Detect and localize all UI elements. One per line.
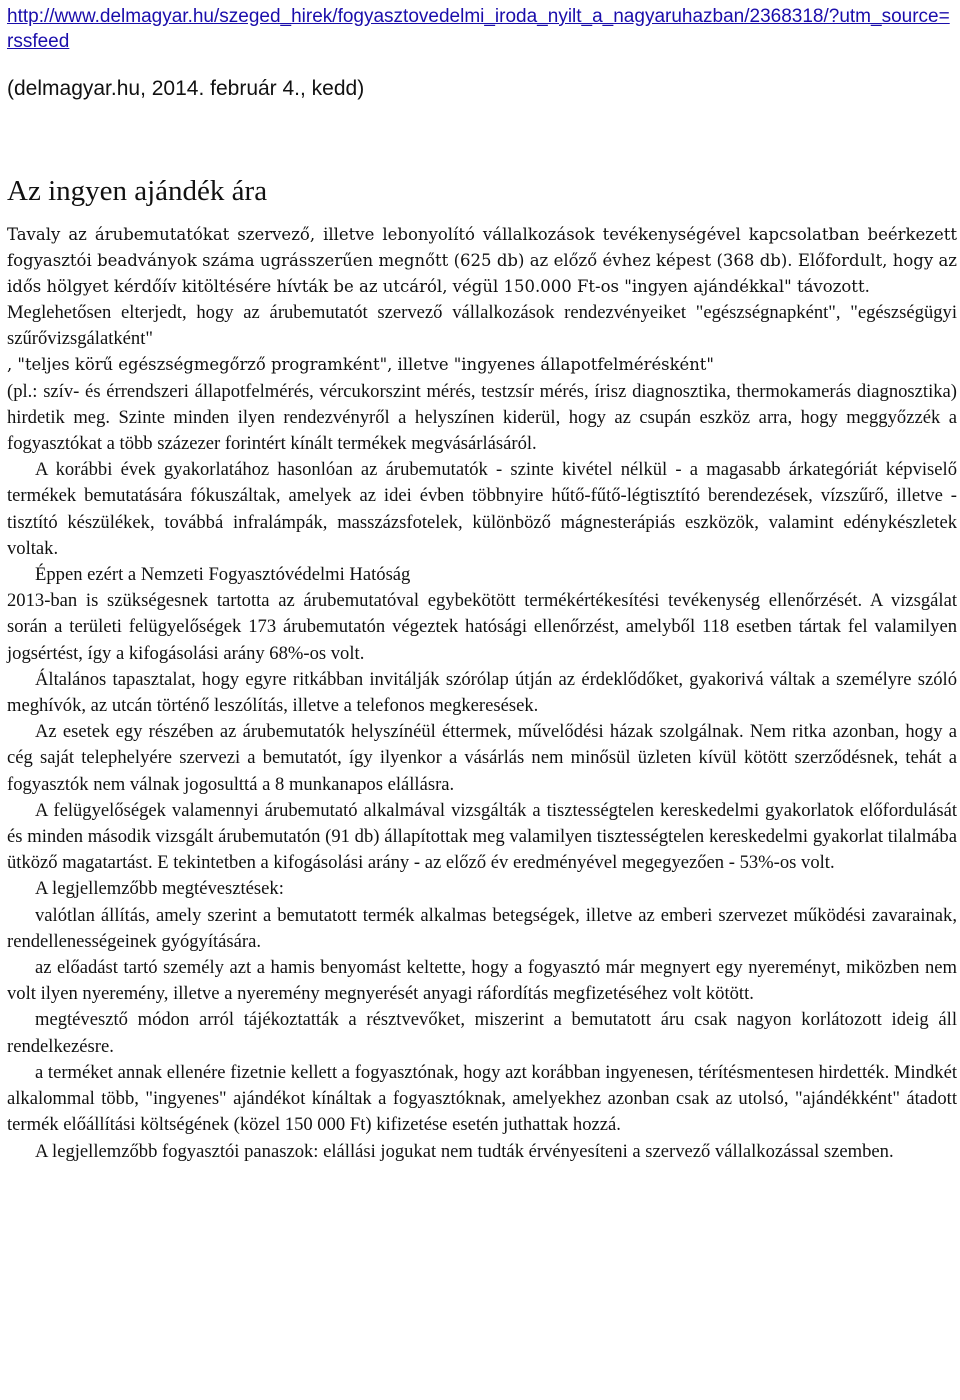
paragraph-4: Általános tapasztalat, hogy egyre ritkábban invitálják szórólap útján az érdeklődőket, gyakorivá váltak a személyre szóló meghívók, az utcán történő leszólítás, illetve a telefonos megkeresések. <box>7 668 957 717</box>
paragraph-1c: (pl.: szív- és érrendszeri állapotfelmérés, vércukorszint mérés, testzsír mérés, írisz diagnosztika, thermokamerás diagnosztika) hirdetik meg. Szinte minden ilyen rendezvényről a helyszínen kiderül, hogy az csupán eszköz arra, hogy meggyőzzék a fogyasztókat a több százezer forintért kínált termékek megvásárlásáról. <box>7 380 957 455</box>
paragraph-8: valótlan állítás, amely szerint a bemutatott termék alkalmas betegségek, illetve az emberi szervezet működési zavarainak, rendellenességeinek gyógyítására. <box>7 904 957 952</box>
paragraph-12: A legjellemzőbb fogyasztói panaszok: elállási jogukat nem tudták érvényesíteni a szervező vállalkozással szemben. <box>35 1140 894 1162</box>
paragraph-2: A korábbi évek gyakorlatához hasonlóan az árubemutatók - szinte kivétel nélkül - a magasabb árkategóriát képviselő termékek bemutatására fókuszáltak, amelyek az idei évben többnyire hűtő-fűtő-légtisztító berendezések, vízszűrő, illetve -tisztító készülékek, továbbá infralámpák, masszázsfotelek, különböző mágnesterápiás eszközök, valamint edénykészletek voltak. <box>7 459 957 559</box>
article-body <box>7 300 957 1165</box>
dateline: (delmagyar.hu, 2014. február 4., kedd) <box>7 77 365 100</box>
paragraph-11: a terméket annak ellenére fizetnie kellett a fogyasztónak, hogy azt korábban ingyenesen, térítésmentesen hirdették. Mindkét alkalommal több, "ingyenes" ajándékot kínáltak a fogyasztóknak, amelyekhez azonban csak az utolsó, "ajándékként" átadott termék előállítási költségének (közel 150 000 Ft) kifizetése esetén juthattak hozzá. <box>7 1061 957 1136</box>
lead-part-2: Előfordult, hogy az idős hölgyet kérdőív kitöltésére hívták be az utcáról, végül 150.000 Ft-os "ingyen ajándékkal" távozott. <box>7 251 957 296</box>
paragraph-3b: 2013-ban is szükségesnek tartotta az árubemutatóval egybekötött termékértékesítési tevékenység ellenőrzését. A vizsgálat során a területi felügyelőségek 173 árubemutatón végeztek hatósági ellenőrzést, amelyből 118 esetben tártak fel valamilyen jogsértést, így a kifogásolási arány 68%-os volt. <box>7 590 957 664</box>
source-link[interactable]: http://www.delmagyar.hu/szeged_hirek/fogyasztovedelmi_iroda_nyilt_a_nagyaruhazban/2368318/?utm_source=rssfeed <box>7 6 950 52</box>
paragraph-9: az előadást tartó személy azt a hamis benyomást keltette, hogy a fogyasztó már megnyert egy nyereményt, miközben nem volt ilyen nyeremény, illetve a nyeremény megnyerését anyagi ráfordítás megfizetéséhez volt kötött. <box>7 957 957 1005</box>
paragraph-6: A felügyelőségek valamennyi árubemutató alkalmával vizsgálták a tisztességtelen kereskedelmi gyakorlatok előfordulását és minden második vizsgált árubemutatón (91 db) állapítottak meg valamilyen tisztességtelen kereskedelmi gyakorlat tilalmába ütköző magatartást. E tekintetben a kifogásolási arány - az előző év eredményével megegyezően - 53%-os volt. <box>7 799 957 874</box>
paragraph-5: Az esetek egy részében az árubemutatók helyszínéül éttermek, művelődési házak szolgálnak. Nem ritka azonban, hogy a cég saját telephelyére szervezi a bemutatót, így ilyenkor a vásárlás nem minősül üzleten kívül kötött szerződésnek, tehát a fogyasztók nem válnak jogosulttá a 8 munkanapos elállásra. <box>7 721 957 795</box>
article-title: Az ingyen ajándék ára <box>7 175 268 207</box>
paragraph-1b: , "teljes körű egészségmegőrző programként", illetve "ingyenes állapotfelmérésként" <box>7 355 714 375</box>
paragraph-1a: Meglehetősen elterjedt, hogy az árubemutatót szervező vállalkozások rendezvényeiket "egészségnapként", "egészségügyi szűrővizsgálatként" <box>7 302 957 350</box>
paragraph-3a: Éppen ezért a Nemzeti Fogyasztóvédelmi Hatóság <box>35 564 411 586</box>
paragraph-10: megtévesztő módon arról tájékoztatták a résztvevőket, miszerint a bemutatott áru csak nagyon korlátozott ideig áll rendelkezésre. <box>7 1009 957 1057</box>
paragraph-7: A legjellemzőbb megtévesztések: <box>35 878 284 900</box>
article-lead <box>7 222 957 300</box>
document-page <box>7 4 957 1165</box>
lead-part-1: Tavaly az árubemutatókat szervező, illetve lebonyolító vállalkozások tevékenységével kapcsolatban beérkezett fogyasztói beadványok száma ugrásszerűen megnőtt (625 db) az előző évhez képest (368 db). <box>7 225 957 270</box>
